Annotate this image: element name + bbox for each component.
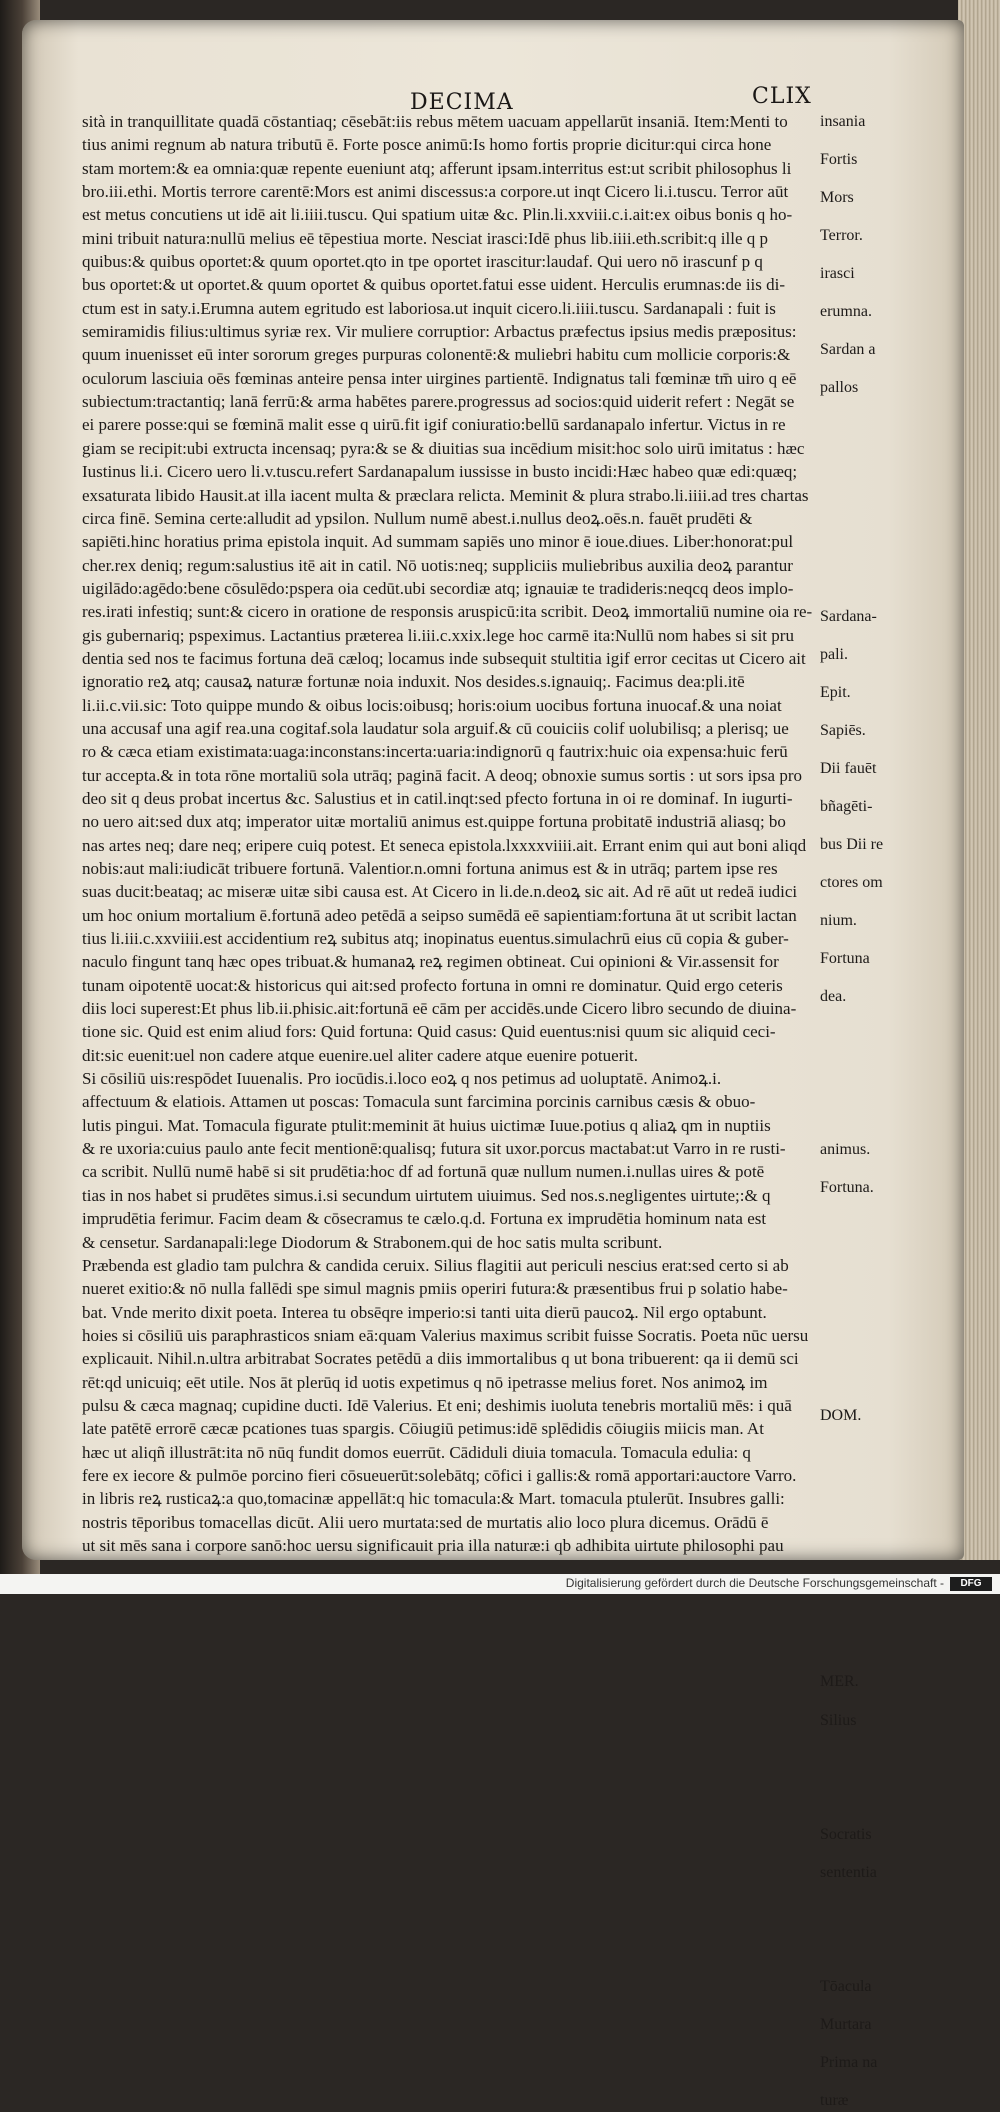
margin-note: turæ bbox=[820, 2092, 849, 2110]
margin-note: bñagēti- bbox=[820, 798, 873, 816]
margin-note: dea. bbox=[820, 988, 847, 1006]
text-line: naculo fingunt tanq hæc opes tribuat.& humanaꝝ reꝝ regimen obtineat. Cui opinioni & Vir.assensit for bbox=[82, 952, 779, 972]
margin-note: Fortis bbox=[820, 151, 858, 169]
text-line: oculorum lasciuia oēs fœminas anteire pensa inter uirgines partientē. Indignatus tali fœminæ tm̄ uiro q eē bbox=[82, 368, 797, 388]
text-line: dentia sed nos te facimus fortuna deā cæloq; locamus inde subsequit stultitia igif error cecitas ut Cicero ait bbox=[82, 648, 806, 668]
margin-note: Tōacula bbox=[820, 1977, 872, 1995]
margin-note: Prima na bbox=[820, 2054, 878, 2072]
margin-note: pali. bbox=[820, 645, 848, 663]
text-line: pulsu & cæca magnaq; cupidine ducti. Idē Valerius. Et eni; deshimis iuoluta tenebris mortaliū mēs: i quā bbox=[82, 1395, 792, 1415]
margin-note: nium. bbox=[820, 912, 857, 930]
margin-note: Fortuna. bbox=[820, 1178, 874, 1196]
text-line: late patētē errorē cæcæ pcationes tuas spargis. Cōiugiū petimus:idē splēdidis cōiugiis miicis man. At bbox=[82, 1419, 764, 1439]
text-line: uigilādo:agēdo:bene cōsulēdo:pspera oia cedūt.ubi secordiæ atq; ignauiæ te tradideris:neqcq deos implo- bbox=[82, 578, 794, 598]
text-line: imprudētia ferimur. Facim deam & cōsecramus te cælo.q.d. Fortuna ex imprudētia hominum nata est bbox=[82, 1209, 767, 1229]
margin-note: Murtara bbox=[820, 2016, 872, 2034]
marginal-notes bbox=[820, 110, 920, 2110]
margin-note: erumna. bbox=[820, 303, 872, 321]
digitization-footer bbox=[0, 1574, 1000, 1594]
text-line: cher.rex deniq; regum:salustius itē ait in catil. Nō uotis:neq; suppliciis muliebribus auxilia deoꝝ parantur bbox=[82, 555, 793, 575]
text-line: nas artes neq; dare neq; eripere cuiq potest. Et seneca epistola.lxxxxviiii.ait. Errant enim qui aut boni aliqd bbox=[82, 835, 807, 855]
margin-note: Epit. bbox=[820, 683, 851, 701]
text-line: bus oportet:& ut oportet.& quum oportet & quibus oportet.fatui esse uident. Herculis erumnas:de iis di- bbox=[82, 275, 786, 295]
main-text-block bbox=[82, 110, 813, 1555]
text-line: circa finē. Semina certe:alludit ad ypsilon. Nullum numē abest.i.nullus deoꝝ.oēs.n. fauēt prudēti & bbox=[82, 508, 753, 528]
text-line: exsaturata libido Hausit.at illa iacent multa & præclara relicta. Meminit & plura strabo.li.iiii.ad tres chartas bbox=[82, 485, 809, 505]
text-line: & censetur. Sardanapali:lege Diodorum & Strabonem.qui de hoc satis multa scribunt. bbox=[82, 1232, 663, 1252]
page-edge-stack bbox=[958, 0, 1000, 1560]
text-line: nobis:aut mali:iudicāt tribuere fortunā. Valentior.n.omni fortuna animus est & in utrāq; partem ipse res bbox=[82, 859, 778, 878]
text-line: tias in nos habet si prudētes simus.i.si secundum uirtutem uiuimus. Sed nos.s.negligentes uirtute;:& q bbox=[82, 1185, 771, 1205]
text-line: ctum est in saty.i.Erumna autem egritudo est laboriosa.ut inquit cicero.li.iiii.tuscu. Sardanapali : fuit is bbox=[82, 298, 776, 318]
text-line: tur accepta.& in tota rōne mortaliū sola utrāq; paginā facit. A deoq; obnoxie sumus sortis : ut sors ipsa pro bbox=[82, 765, 802, 785]
text-line: nueret exitio:& nō nulla fallēdi spe simul magnis pmiis operiri futura:& præsentibus frui p solatio habe- bbox=[82, 1279, 788, 1299]
margin-note: pallos bbox=[820, 379, 859, 397]
text-line: Iustinus li.i. Cicero uero li.v.tuscu.refert Sardanapalum iussisse in busto incidi:Hæc habeo quæ edi:quæq; bbox=[82, 462, 798, 482]
text-line: tius li.iii.c.xxviiii.est accidentium reꝝ subitus atq; inopinatus euentus.simulachrū eius cū copia & guber- bbox=[82, 929, 789, 949]
text-line: explicauit. Nihil.n.ultra arbitrabat Socrates petēdū a diis immortalibus q ut bona tribuerent: qa ii demū sci bbox=[82, 1349, 799, 1369]
text-line: deo sit q deus probat incertus &c. Salustius et in catil.inqt:sed pfecto fortuna in oi re dominaf. In iugurti- bbox=[82, 788, 793, 808]
text-line: suas ducit:beataq; ac miseræ uitæ sibi causa est. At Cicero in li.de.n.deoꝝ sic ait. Ad rē aūt ut redeā iudici bbox=[82, 882, 798, 902]
dfg-logo: DFG bbox=[950, 1577, 992, 1591]
text-line: rēt:qd unicuiq; eēt utile. Nos āt plerūq id uotis expetimus q nō ipetrasse melius foret. Nos animoꝝ im bbox=[82, 1372, 768, 1392]
text-line: gis gubernariq; pspeximus. Lactantius præterea li.iii.c.xxix.lege hoc carmē ita:Nullū nom habes si sit pru bbox=[82, 625, 794, 645]
text-line: affectuum & elatiois. Attamen ut poscas: Tomacula sunt farcimina porcinis carnibus cæsis & obuo- bbox=[82, 1092, 756, 1112]
text-line: giam se recipit:ubi extructa incensaq; pyra:& se & diuitias sua incēdium misit:hoc solo uirū imitatus : hæc bbox=[82, 438, 805, 458]
text-line: subiectum:tractantiq; lanā ferrū:& arma habētes parere.progressus ad socios:quid uiderit refert : Negāt se bbox=[82, 392, 795, 412]
text-line: lutis pingui. Mat. Tomacula figurate ptulit:meminit āt huius uictimæ Iuue.potius q aliaꝝ qm in nuptiis bbox=[82, 1115, 771, 1135]
text-line: fere ex iecore & pulmōe porcino fieri cōsueuerūt:solebātq; cōfici i gallis:& romā apportari:auctore Varro. bbox=[82, 1465, 797, 1485]
text-line: li.ii.c.vii.sic: Toto quippe mundo & oibus locis:oibusq; horis:oium uocibus fortuna inuocaf.& una noiat bbox=[82, 695, 782, 715]
text-line: sità in tranquillitate quadā cōstantiaq; cēsebāt:iis rebus mētem uacuam appellarūt insaniā. Item:Menti to bbox=[82, 112, 788, 131]
margin-note: ctores om bbox=[820, 874, 883, 892]
margin-note: Dii fauēt bbox=[820, 760, 877, 778]
text-line: quibus:& quibus oportet:& quum oportet.qto in tpe oportet irascitur:laudaf. Qui uero nō irascunf p q bbox=[82, 252, 763, 272]
text-line: ut sit mēs sana i corpore sanō:hoc uersu significauit pria illa naturæ:i qb adhibita uirtute philosophi pau bbox=[82, 1535, 784, 1555]
text-line: ro & cæca etiam existimata:uaga:inconstans:incerta:uaria:indignorū q fautrix:huic oia expensa:huic ferū bbox=[82, 742, 788, 762]
text-line: Præbenda est gladio tam pulchra & candida ceruix. Silius flagitii aut periculi nescius erat:sed certo si ab bbox=[82, 1255, 789, 1275]
text-line: bro.iii.ethi. Mortis terrore carentē:Mors est animi discessus:a corpore.ut inqt Cicero li.i.tuscu. Terror aūt bbox=[82, 182, 789, 202]
folio-number: CLIX bbox=[752, 84, 812, 109]
text-line: diis loci superest:Et phus lib.ii.phisic.ait:fortunā eē cām per accidēs.unde Cicero libro secundo de diuina- bbox=[82, 999, 797, 1019]
text-line: bat. Vnde merito dixit poeta. Interea tu obsēqre imperio:si tanti uita dierū paucoꝝ. Nil ergo optabunt. bbox=[82, 1302, 767, 1322]
text-line: hoies si cōsiliū uis paraphrasticos sniam eā:quam Valerius maximus scribit fuisse Socratis. Poeta nūc uersu bbox=[82, 1325, 809, 1345]
text-line: mini tribuit natura:nullū melius eē tēpestiua morte. Nesciat irasci:Idē phus lib.iiii.eth.scribit:q ille q p bbox=[82, 228, 768, 248]
text-line: Si cōsiliū uis:respōdet Iuuenalis. Pro iocūdis.i.loco eoꝝ q nos petimus ad uoluptatē. Animoꝝ.i. bbox=[82, 1069, 722, 1089]
margin-note: insania bbox=[820, 113, 866, 130]
text-line: & re uxoria:cuius paulo ante fecit mentionē:qualisq; futura sit uxor.porcus mactabat:ut Varro in re rusti- bbox=[82, 1139, 786, 1159]
text-line: ca scribit. Nullū numē habē si sit prudētia:hoc df ad fortunā quæ nullum numen.i.nullas uires & potē bbox=[82, 1162, 765, 1182]
text-line: ei parere posse:qui se fœminā malit esse q uirū.fit igif coniuratio:bellū sardanapalo infertur. Victus in re bbox=[82, 415, 786, 435]
text-line: tione sic. Quid est enim aliud fors: Quid fortuna: Quid casus: Quid euentus:nisi quum sic aliquid ceci- bbox=[82, 1022, 776, 1042]
margin-note: DOM. bbox=[820, 1407, 862, 1425]
text-line: una accusaf una agif rea.una cogitaf.sola laudatur sola arguif.& cū couiciis colif uolubilisq; a plerisq; ue bbox=[82, 718, 789, 738]
margin-note: irasci bbox=[820, 265, 855, 283]
text-line: res.irati infestiq; sunt:& cicero in oratione de responsis aruspicū:ita scribit. Deoꝝ immortaliū numine oia re- bbox=[82, 602, 813, 622]
margin-note: Terror. bbox=[820, 227, 863, 245]
text-line: est metus concutiens ut idē ait li.iiii.tuscu. Qui spatium uitæ &c. Plin.li.xxviii.c.i.ait:ex oibus bonis q ho- bbox=[82, 205, 793, 225]
margin-note: animus. bbox=[820, 1140, 871, 1158]
margin-note: MER. bbox=[820, 1673, 859, 1691]
margin-note: Fortuna bbox=[820, 950, 870, 968]
text-line: tunam oipotentē uocat:& historicus qui ait:sed profecto fortuna in omni re dominatur. Quid ergo ceteris bbox=[82, 975, 783, 995]
footer-credit: Digitalisierung gefördert durch die Deutsche Forschungsgemeinschaft - bbox=[565, 1576, 944, 1590]
text-line: no uero ait:sed dux atq; imperator uitæ mortaliū animus est.quippe fortuna probitatē industriā aliasq; bo bbox=[82, 812, 786, 832]
text-line: sapiēti.hinc horatius prima epistola inquit. Ad summam sapiēs uno minor ē ioue.diues. Liber:honorat:pul bbox=[82, 532, 794, 552]
margin-note: Sardan a bbox=[820, 341, 876, 359]
text-line: dit:sic euenit:uel non cadere atque euenire.uel aliter cadere atque euenire potuerit. bbox=[82, 1045, 639, 1065]
text-line: tius animi regnum ab natura tributū ē. Forte posce animū:Is homo fortis proprie dicitur:qui circa hone bbox=[82, 135, 772, 155]
text-line: quum inuenisset eū inter sororum greges purpuras colonentē:& muliebri habitu cum mollicie corporis:& bbox=[82, 345, 791, 365]
margin-note: Mors bbox=[820, 189, 854, 207]
margin-note: Silius bbox=[820, 1711, 857, 1729]
margin-note: Socratis bbox=[820, 1825, 872, 1843]
text-line: in libris reꝝ rusticaꝝ:a quo,tomacinæ appellāt:q hic tomacula:& Mart. tomacula ptulerūt. Insubres galli: bbox=[82, 1489, 785, 1509]
margin-note: Sapiēs. bbox=[820, 721, 866, 739]
text-line: stam mortem:& ea omnia:quæ repente eueniunt atq; afferunt ipsam.interritus est:ut scribit philosophus li bbox=[82, 158, 792, 178]
text-line: semiramidis filius:ultimus syriæ rex. Vir muliere corruptior: Arbactus præfectus ipsius medis præpositus: bbox=[82, 322, 797, 342]
margin-note: bus Dii re bbox=[820, 836, 884, 854]
text-line: nostris tēporibus tomacellas dicūt. Alii uero murtata:sed de murtatis alio loco plura dicemus. Orādū ē bbox=[82, 1512, 769, 1532]
margin-note: sententia bbox=[820, 1863, 877, 1881]
running-head: DECIMA bbox=[410, 90, 514, 115]
text-line: hæc ut aliqñ illustrāt:ita nō nūq fundit domos euerrūt. Cādiduli diuia tomacula. Tomacula edulia: q bbox=[82, 1442, 751, 1462]
margin-note: Sardana- bbox=[820, 607, 877, 625]
text-line: um hoc onium mortalium ē.fortunā adeo petēdā a seipso sumēdā eē sapientiam:fortuna āt ut scribit lactan bbox=[82, 905, 797, 925]
text-line: ignoratio reꝝ atq; causaꝝ naturæ fortunæ noia induxit. Nos desides.s.ignauiq;. Facimus dea:pli.itē bbox=[82, 672, 745, 692]
